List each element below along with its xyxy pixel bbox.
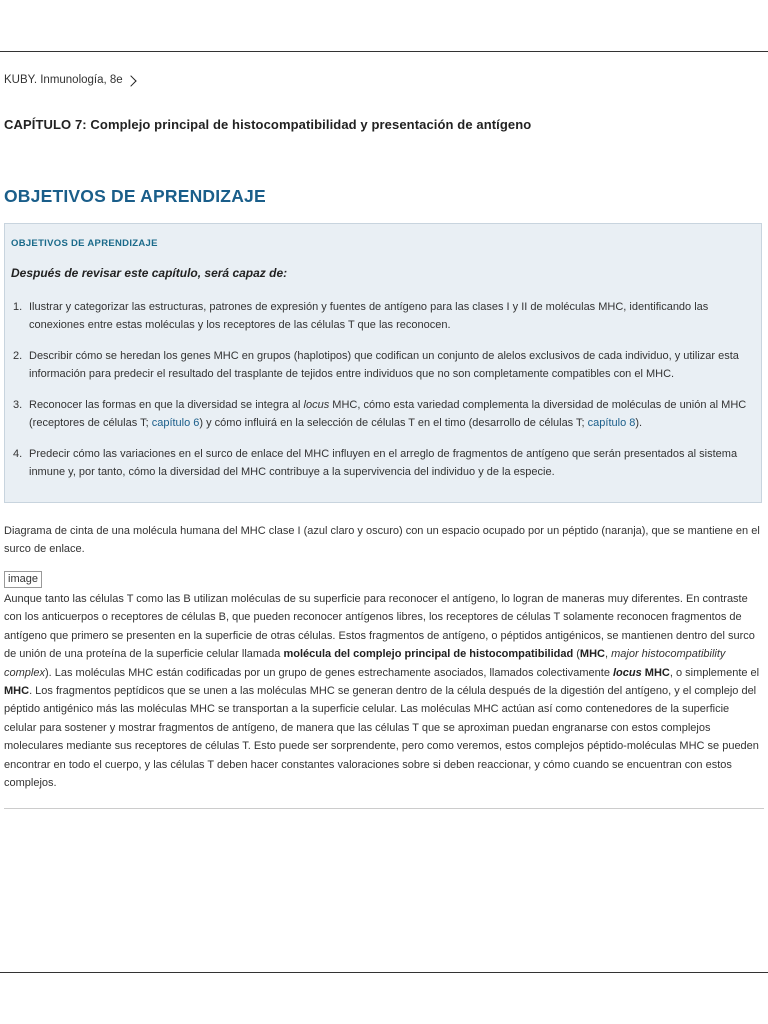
- objective-text: Predecir cómo las variaciones en el surco de enlace del MHC influyen en el arreglo de fragmentos de antígeno que serán presentados al sistema inmune y, por tanto, cómo la diversidad del MHC contribuye a la supervivencia del individuo y de la especie.: [29, 448, 738, 478]
- chapter-8-link[interactable]: capítulo 8: [587, 417, 636, 429]
- objective-text: Ilustrar y categorizar las estructuras, patrones de expresión y fuentes de antígeno para las clases I y II de moléculas MHC, identificando las conexiones entre estas moléculas y los receptores de las células T que las reconocen.: [29, 301, 709, 331]
- objective-text: ).: [635, 417, 643, 429]
- objective-item: [11, 347, 751, 383]
- objective-item: [11, 298, 751, 334]
- body-text: ). Las moléculas MHC están codificadas por un grupo de genes estrechamente asociados, llamados colectivamente: [44, 666, 613, 679]
- objective-item: [11, 445, 751, 481]
- objective-number: 2.: [13, 350, 23, 362]
- section-title: OBJETIVOS DE APRENDIZAJE: [4, 186, 266, 206]
- top-divider: [0, 51, 768, 52]
- image-placeholder: image: [4, 571, 42, 588]
- objective-text: MHC, cómo esta variedad complementa la diversidad de moléculas de unión al MHC (receptores de células T;: [29, 399, 747, 429]
- objectives-intro: Después de revisar este capítulo, será capaz de:: [11, 266, 288, 280]
- chapter-6-link[interactable]: capítulo 6: [151, 417, 200, 429]
- objectives-box-heading: OBJETIVOS DE APRENDIZAJE: [11, 238, 158, 249]
- objectives-list: [11, 298, 751, 494]
- objective-text: Reconocer las formas en que la diversidad se integra al: [29, 399, 304, 411]
- body-bold-mhc: MHC: [641, 666, 670, 679]
- chapter-title: CAPÍTULO 7: Complejo principal de histocompatibilidad y presentación de antígeno: [4, 117, 532, 132]
- body-bold-term: molécula del complejo principal de histocompatibilidad: [283, 648, 574, 661]
- body-text: . Los fragmentos peptídicos que se unen a las moléculas MHC se generan dentro de la célula después de la digestión del antígeno, y el complejo del péptido antigénico más las moléculas MHC se transportan a la superficie celular. Las moléculas MHC actúan así como contenedores de la superficie celular para sostener y mostrar fragmentos de antígeno, de manera que las células T que se aproximan puedan engranarse con estos complejos moleculares mediante sus receptores de células T. Esto puede ser sorprendente, pero como veremos, estos complejos péptido-moléculas MHC se pueden encontrar en todo el cuerpo, y las células T deben hacer constantes valoraciones sobre si deben reaccionar, y cómo cuando se encuentran con estos complejos.: [4, 685, 759, 790]
- objective-number: 3.: [13, 399, 23, 411]
- body-text: Aunque tanto las células T como las B utilizan moléculas de su superficie para reconocer el antígeno, lo logran de maneras muy diferentes. En contraste con los anticuerpos o receptores de células B, que pueden reconocer antígenos libres, los receptores de células T solamente reconocen fragmentos de antígeno que primero se presenten en la superficie de otras células. Estos fragmentos de antígeno, o péptidos antigénicos, se mantienen dentro del surco de unión de una proteína de la superficie celular llamada: [4, 593, 755, 661]
- learning-objectives-box: [4, 223, 762, 503]
- body-text: (: [573, 648, 580, 661]
- bottom-divider: [0, 972, 768, 973]
- objective-number: 4.: [13, 448, 23, 460]
- body-bold-term: MHC: [4, 685, 30, 698]
- body-italic-term: major histocompatibility complex: [4, 648, 726, 679]
- body-text: , o simplemente el: [669, 666, 760, 679]
- content-end-divider: [4, 808, 764, 809]
- objective-text: ) y cómo influirá en la selección de células T en el timo (desarrollo de células T;: [199, 417, 588, 429]
- figure-caption: Diagrama de cinta de una molécula humana del MHC clase I (azul claro y oscuro) con un espacio ocupado por un péptido (naranja), que se mantiene en el surco de enlace.: [4, 525, 760, 555]
- objective-item: [11, 396, 751, 432]
- chevron-right-icon: [125, 75, 136, 86]
- objective-text: Describir cómo se heredan los genes MHC en grupos (haplotipos) que codifican un conjunto de alelos exclusivos de cada individuo, y utilizar esta información para predecir el resultado del trasplante de tejidos entre individuos que no son completamente compatibles con el MHC.: [29, 350, 739, 380]
- breadcrumb[interactable]: [4, 74, 135, 86]
- objective-text-emphasis: locus: [303, 399, 330, 411]
- breadcrumb-book-link[interactable]: KUBY. Inmunología, 8e: [4, 74, 123, 86]
- objective-number: 1.: [13, 301, 23, 313]
- body-bold-italic-term: [613, 667, 670, 679]
- body-bold-term: MHC: [579, 648, 605, 661]
- body-text: ,: [604, 648, 612, 661]
- body-bold-italic-locus: locus: [613, 666, 642, 679]
- body-paragraph: [4, 590, 764, 792]
